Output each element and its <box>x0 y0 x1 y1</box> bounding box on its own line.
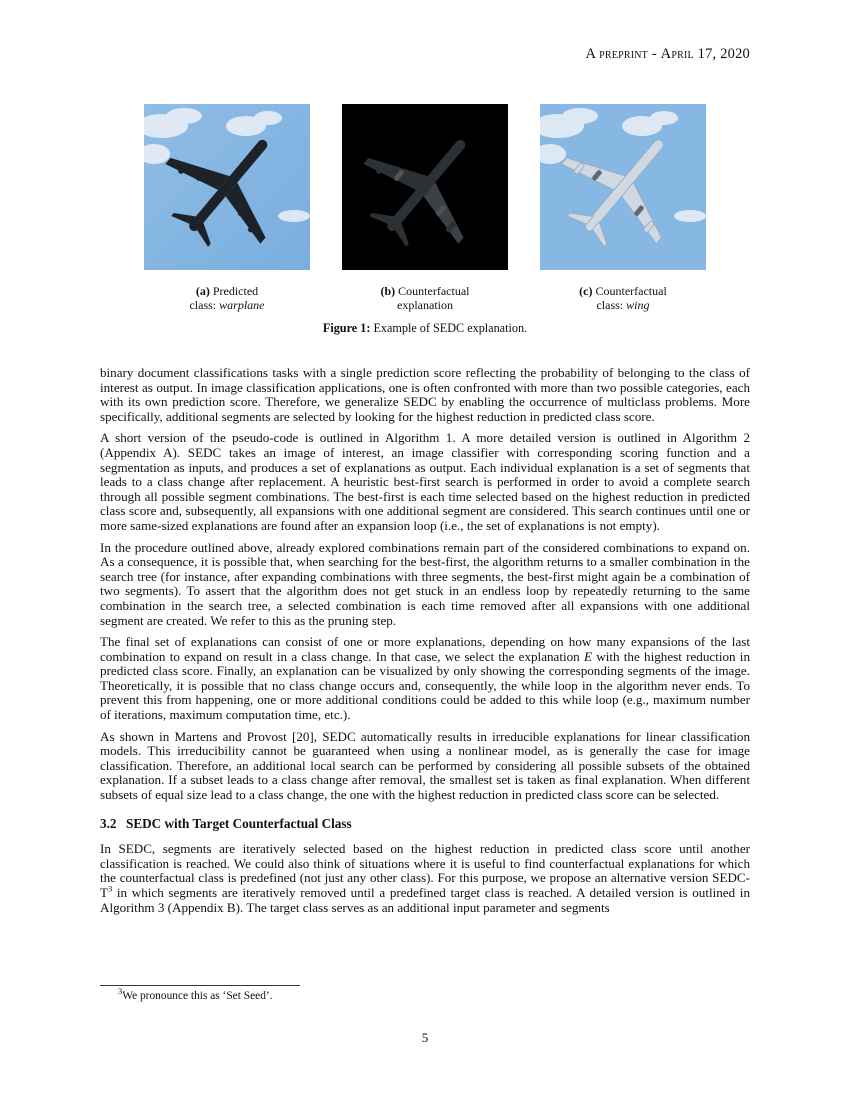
subcaption-a <box>144 284 310 312</box>
subcaption-c-tag: (c) <box>579 284 593 298</box>
subfigure-b <box>342 104 508 312</box>
subcaption-a-line2: class: <box>189 298 220 312</box>
section-number: 3.2 <box>100 815 117 831</box>
paragraph-4-part-b: with the highest reduction in predicted class score. Finally, an explanation can be visualized by only showing the corresponding segments of the image. Theoretically, it is possible that no class change occurs and, consequently, the while loop in the algorithm never ends. To prevent this from happening, one or more additional conditions could be added to this while loop (e.g., maximum number of iterations, maximum computation time, etc.). <box>100 648 750 723</box>
paragraph-4-part-a: The final set of explanations can consist of one or more explanations, depending on how many expansions of the last combination to expand on result in a class change. In that case, we select the explanation <box>100 634 750 664</box>
footnote-mark: 3 <box>118 986 123 997</box>
paragraph-2: A short version of the pseudo-code is outlined in Algorithm 1. A more detailed version is outlined in Algorithm 2 (Appendix A). SEDC takes an image of interest, an image classifier with corresponding scoring function and a segmentation as inputs, and produces a set of explanations as output. Each individual explanation is a set of segments that leads to a class change after replacement. A heuristic best-first search is performed in order to avoid a complete search through all possible segment combinations. The best-first is each time selected based on the highest reduction in predicted class score and, subsequently, all expansions with one additional segment are considered. This search continues until one or more same-sized explanations are found after an expansion loop (i.e., the set of explanations is not empty). <box>100 430 750 533</box>
figure-caption <box>100 321 750 336</box>
body-text <box>100 366 750 922</box>
footnote-reference: 3 <box>108 883 113 894</box>
header-date: April 17, 2020 <box>660 46 750 62</box>
subcaption-c-line1: Counterfactual <box>595 284 667 298</box>
subcaption-b-tag: (b) <box>380 284 396 298</box>
paragraph-3: In the procedure outlined above, already explored combinations remain part of the considered combinations to expand on. As a consequence, it is possible that, when searching for the best-first, the algorithm returns to a smaller combination in the search tree (for instance, after expanding combinations with three segments, the best-first might again be a combination of two segments). To assert that the algorithm does not get stuck in an endless loop by repeatedly returning to the same combination in the search tree, a selected combination is each time removed after all expansions with one additional segment are created. We refer to this as the pruning step. <box>100 539 750 628</box>
subcaption-a-class: warplane <box>219 298 265 312</box>
subfigure-c <box>540 104 706 312</box>
paragraph-4 <box>100 635 750 723</box>
footnote <box>118 986 273 1002</box>
subfigure-a <box>144 104 310 312</box>
section-paragraph-part-b: in which segments are iteratively removed until a predefined target class is reached. A detailed version is outlined in Algorithm 3 (Appendix B). The target class serves as an additional input parameter and segments <box>100 885 750 915</box>
airplane-photo-counterfactual <box>540 104 706 270</box>
figure-1 <box>100 104 750 344</box>
subcaption-b <box>342 284 508 312</box>
subcaption-a-tag: (a) <box>195 284 210 298</box>
paragraph-1: binary document classifications tasks with a single prediction score reflecting the probability of belonging to the class of interest as output. In image classification applications, one is often confronted with more than two possible categories, each with its own prediction score. Therefore, we generalize SEDC by enabling the occurrence of multiclass problems. More specifically, additional segments are selected by looking for the highest reduction in predicted class score. <box>100 365 750 424</box>
section-paragraph <box>100 842 750 915</box>
footnote-rule <box>100 985 300 986</box>
subcaption-b-line2: explanation <box>397 298 453 312</box>
subcaption-a-line1: Predicted <box>212 284 259 298</box>
header-prefix: A preprint <box>585 46 648 62</box>
subcaption-c-class: wing <box>626 298 650 312</box>
page-number: 5 <box>421 1030 429 1045</box>
subcaption-c-line2: class: <box>596 298 627 312</box>
subcaption-b-line1: Counterfactual <box>398 284 470 298</box>
footnote-text: We pronounce this as ‘Set Seed’. <box>122 990 273 1002</box>
figure-caption-label: Figure 1: <box>322 321 371 335</box>
subcaption-c <box>540 284 706 312</box>
paragraph-5: As shown in Martens and Provost [20], SEDC automatically results in irreducible explanations for linear classification models. This irreducibility cannot be guaranteed when using a nonlinear model, as is generally the case for image classification. Therefore, an additional local search can be performed by considering all possible subsets of the obtained explanation. If a subset leads to a class change after removal, the smallest set is taken as final explanation. When different subsets of equal size lead to a class change, the one with the highest reduction in predicted class score can be selected. <box>100 728 750 803</box>
section-heading <box>100 817 750 832</box>
figure-caption-text: Example of SEDC explanation. <box>370 321 528 335</box>
running-header <box>585 46 750 63</box>
math-variable-e: E <box>584 648 592 664</box>
section-title: SEDC with Target Counterfactual Class <box>126 815 352 831</box>
header-separator: - <box>651 46 661 62</box>
airplane-photo-original <box>144 104 310 270</box>
airplane-photo-explanation <box>342 104 508 270</box>
section-paragraph-part-a: In SEDC, segments are iteratively selected based on the highest reduction in predicted class score until another classification is reached. We could also think of situations where it is useful to find counterfactual explanations for which the counterfactual class is predefined (not just any other class). For this purpose, we propose an alternative version SEDC-T <box>100 841 750 900</box>
